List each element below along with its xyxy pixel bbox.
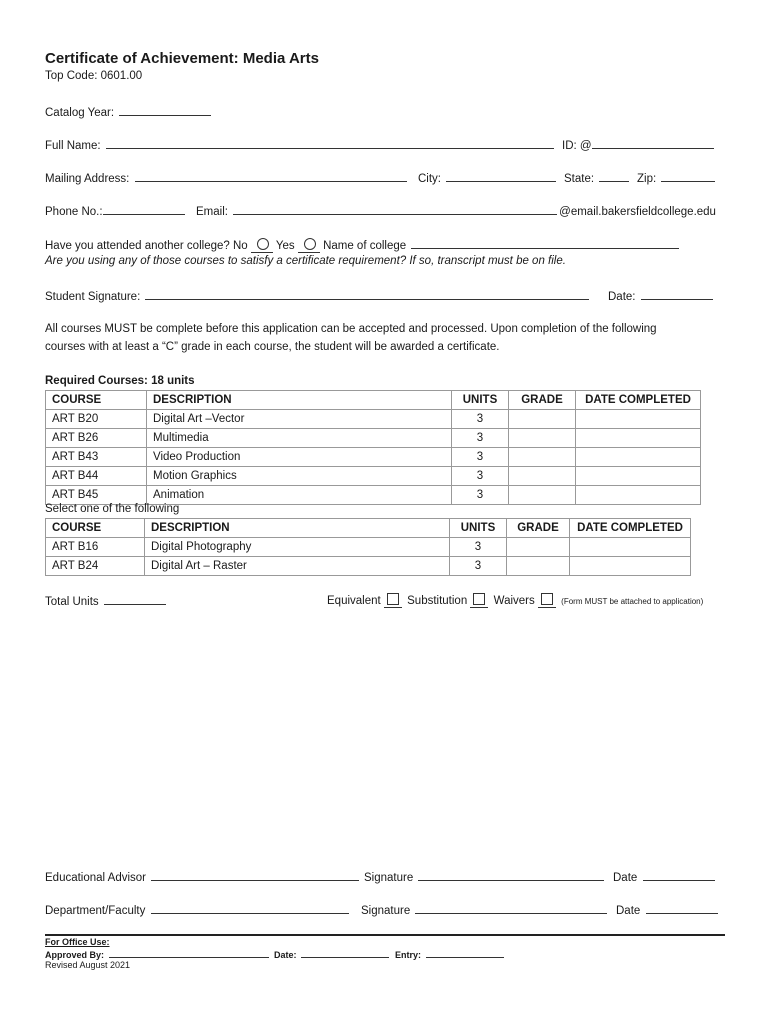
office-date-label: Date: [274, 950, 297, 960]
total-units-field[interactable] [104, 593, 166, 605]
total-units-label: Total Units [45, 596, 99, 608]
no-label: No [232, 240, 248, 252]
email-label: Email: [196, 206, 228, 218]
substitution-label: Substitution [407, 595, 468, 607]
student-date-label: Date: [608, 291, 636, 303]
course-code: ART B45 [46, 486, 147, 505]
course-code: ART B20 [46, 410, 147, 429]
elective-header-row [46, 519, 691, 538]
substitution-option[interactable] [470, 593, 488, 608]
course-units: 3 [450, 557, 507, 576]
approved-by-field[interactable] [109, 948, 269, 958]
course-code: ART B16 [46, 538, 145, 557]
date-completed-cell[interactable] [576, 410, 701, 429]
table-row [46, 538, 691, 557]
catalog-year-field[interactable] [119, 104, 211, 116]
instructions-line-1: All courses MUST be complete before this application can be accepted and processed. Upon completion of the following [45, 323, 657, 335]
yes-label: Yes [275, 240, 295, 252]
id-row [562, 137, 716, 152]
table-row [46, 429, 701, 448]
zip-field[interactable] [661, 170, 715, 182]
course-units: 3 [452, 467, 509, 486]
no-option[interactable] [251, 238, 273, 253]
phone-row [45, 203, 187, 218]
col-description: DESCRIPTION [145, 519, 450, 538]
full-name-field[interactable] [106, 137, 554, 149]
advisor-date-label: Date [613, 872, 638, 884]
substitution-checkbox[interactable] [473, 593, 485, 605]
top-code: Top Code: 0601.00 [45, 70, 143, 82]
mailing-address-row [45, 170, 409, 185]
department-label: Department/Faculty [45, 905, 146, 917]
col-units: UNITS [450, 519, 507, 538]
date-completed-cell[interactable] [570, 538, 691, 557]
required-header-row [46, 391, 701, 410]
course-code: ART B24 [46, 557, 145, 576]
email-domain: @email.bakersfieldcollege.edu [559, 206, 716, 218]
email-row [196, 203, 716, 218]
grade-cell[interactable] [509, 467, 576, 486]
city-label: City: [418, 173, 441, 185]
course-units: 3 [452, 486, 509, 505]
waiver-note: (Form MUST be attached to application) [561, 597, 704, 606]
student-date-row [608, 288, 715, 303]
office-use-heading: For Office Use: [45, 937, 110, 947]
col-date-completed: DATE COMPLETED [570, 519, 691, 538]
college-name-field[interactable] [411, 237, 679, 249]
advisor-field[interactable] [151, 869, 359, 881]
course-code: ART B43 [46, 448, 147, 467]
no-radio[interactable] [257, 238, 269, 250]
entry-row [395, 948, 506, 960]
phone-label: Phone No.: [45, 206, 103, 218]
grade-cell[interactable] [509, 429, 576, 448]
total-units-row [45, 593, 168, 608]
entry-label: Entry: [395, 950, 422, 960]
advisor-date-row [613, 869, 717, 884]
transcript-note: Are you using any of those courses to satisfy a certificate requirement? If so, transcript must be on file. [45, 255, 566, 267]
mailing-address-label: Mailing Address: [45, 173, 130, 185]
grade-cell[interactable] [509, 448, 576, 467]
advisor-signature-row [364, 869, 606, 884]
city-row [418, 170, 558, 185]
col-course: COURSE [46, 519, 145, 538]
approved-by-row [45, 948, 271, 960]
department-signature-row [361, 902, 609, 917]
email-field[interactable] [233, 203, 557, 215]
advisor-date-field[interactable] [643, 869, 715, 881]
city-field[interactable] [446, 170, 556, 182]
student-signature-row [45, 288, 591, 303]
col-grade: GRADE [507, 519, 570, 538]
course-description: Digital Photography [145, 538, 450, 557]
grade-cell[interactable] [507, 557, 570, 576]
waivers-label: Waivers [493, 595, 535, 607]
state-field[interactable] [599, 170, 629, 182]
page-title: Certificate of Achievement: Media Arts [45, 50, 319, 67]
date-completed-cell[interactable] [576, 429, 701, 448]
course-description: Animation [147, 486, 452, 505]
table-row [46, 467, 701, 486]
office-date-row [274, 948, 391, 960]
advisor-signature-label: Signature [364, 872, 414, 884]
waivers-option[interactable] [538, 593, 556, 608]
elective-courses-table [45, 518, 691, 576]
waivers-checkbox[interactable] [541, 593, 553, 605]
instructions-line-2: courses with at least a “C” grade in each course, the student will be awarded a certificate. [45, 341, 500, 353]
mailing-address-field[interactable] [135, 170, 407, 182]
catalog-year-row [45, 104, 213, 119]
advisor-label: Educational Advisor [45, 872, 147, 884]
zip-row [637, 170, 717, 185]
equivalent-label: Equivalent [327, 595, 381, 607]
zip-label: Zip: [637, 173, 657, 185]
student-signature-field[interactable] [145, 288, 589, 300]
table-row [46, 486, 701, 505]
course-description: Digital Art –Vector [147, 410, 452, 429]
course-units: 3 [450, 538, 507, 557]
department-field[interactable] [151, 902, 349, 914]
department-row [45, 902, 351, 917]
id-field[interactable] [592, 137, 714, 149]
college-question: Have you attended another college? [45, 240, 230, 252]
approved-by-label: Approved By: [45, 950, 105, 960]
state-row [564, 170, 631, 185]
date-completed-cell[interactable] [570, 557, 691, 576]
course-code: ART B26 [46, 429, 147, 448]
col-date-completed: DATE COMPLETED [576, 391, 701, 410]
date-completed-cell[interactable] [576, 486, 701, 505]
yes-option[interactable] [298, 238, 320, 253]
course-units: 3 [452, 429, 509, 448]
required-courses-table [45, 390, 701, 505]
advisor-row [45, 869, 361, 884]
department-signature-field[interactable] [415, 902, 607, 914]
course-code: ART B44 [46, 467, 147, 486]
course-units: 3 [452, 448, 509, 467]
office-divider [45, 934, 725, 936]
student-date-field[interactable] [641, 288, 713, 300]
date-completed-cell[interactable] [576, 448, 701, 467]
date-completed-cell[interactable] [576, 467, 701, 486]
course-description: Video Production [147, 448, 452, 467]
department-signature-label: Signature [361, 905, 411, 917]
required-courses-heading: Required Courses: 18 units [45, 375, 195, 387]
office-date-field[interactable] [301, 948, 389, 958]
equivalent-option[interactable] [384, 593, 402, 608]
col-grade: GRADE [509, 391, 576, 410]
col-description: DESCRIPTION [147, 391, 452, 410]
course-description: Motion Graphics [147, 467, 452, 486]
exceptions-row [327, 593, 703, 608]
phone-field[interactable] [103, 203, 185, 215]
col-units: UNITS [452, 391, 509, 410]
table-row [46, 557, 691, 576]
elective-heading: Select one of the following [45, 503, 180, 515]
catalog-year-label: Catalog Year: [45, 107, 115, 119]
grade-cell[interactable] [509, 410, 576, 429]
department-date-label: Date [616, 905, 641, 917]
course-description: Digital Art – Raster [145, 557, 450, 576]
table-row [46, 410, 701, 429]
full-name-label: Full Name: [45, 140, 101, 152]
grade-cell[interactable] [507, 538, 570, 557]
grade-cell[interactable] [509, 486, 576, 505]
id-label: ID: @ [562, 140, 592, 152]
college-question-row [45, 237, 681, 253]
state-label: State: [564, 173, 595, 185]
revised-note: Revised August 2021 [45, 960, 131, 970]
yes-radio[interactable] [304, 238, 316, 250]
full-name-row [45, 137, 556, 152]
advisor-signature-field[interactable] [418, 869, 604, 881]
department-date-row [616, 902, 720, 917]
college-name-label: Name of college [323, 240, 407, 252]
course-units: 3 [452, 410, 509, 429]
student-signature-label: Student Signature: [45, 291, 141, 303]
entry-field[interactable] [426, 948, 504, 958]
table-row [46, 448, 701, 467]
equivalent-checkbox[interactable] [387, 593, 399, 605]
col-course: COURSE [46, 391, 147, 410]
department-date-field[interactable] [646, 902, 718, 914]
course-description: Multimedia [147, 429, 452, 448]
